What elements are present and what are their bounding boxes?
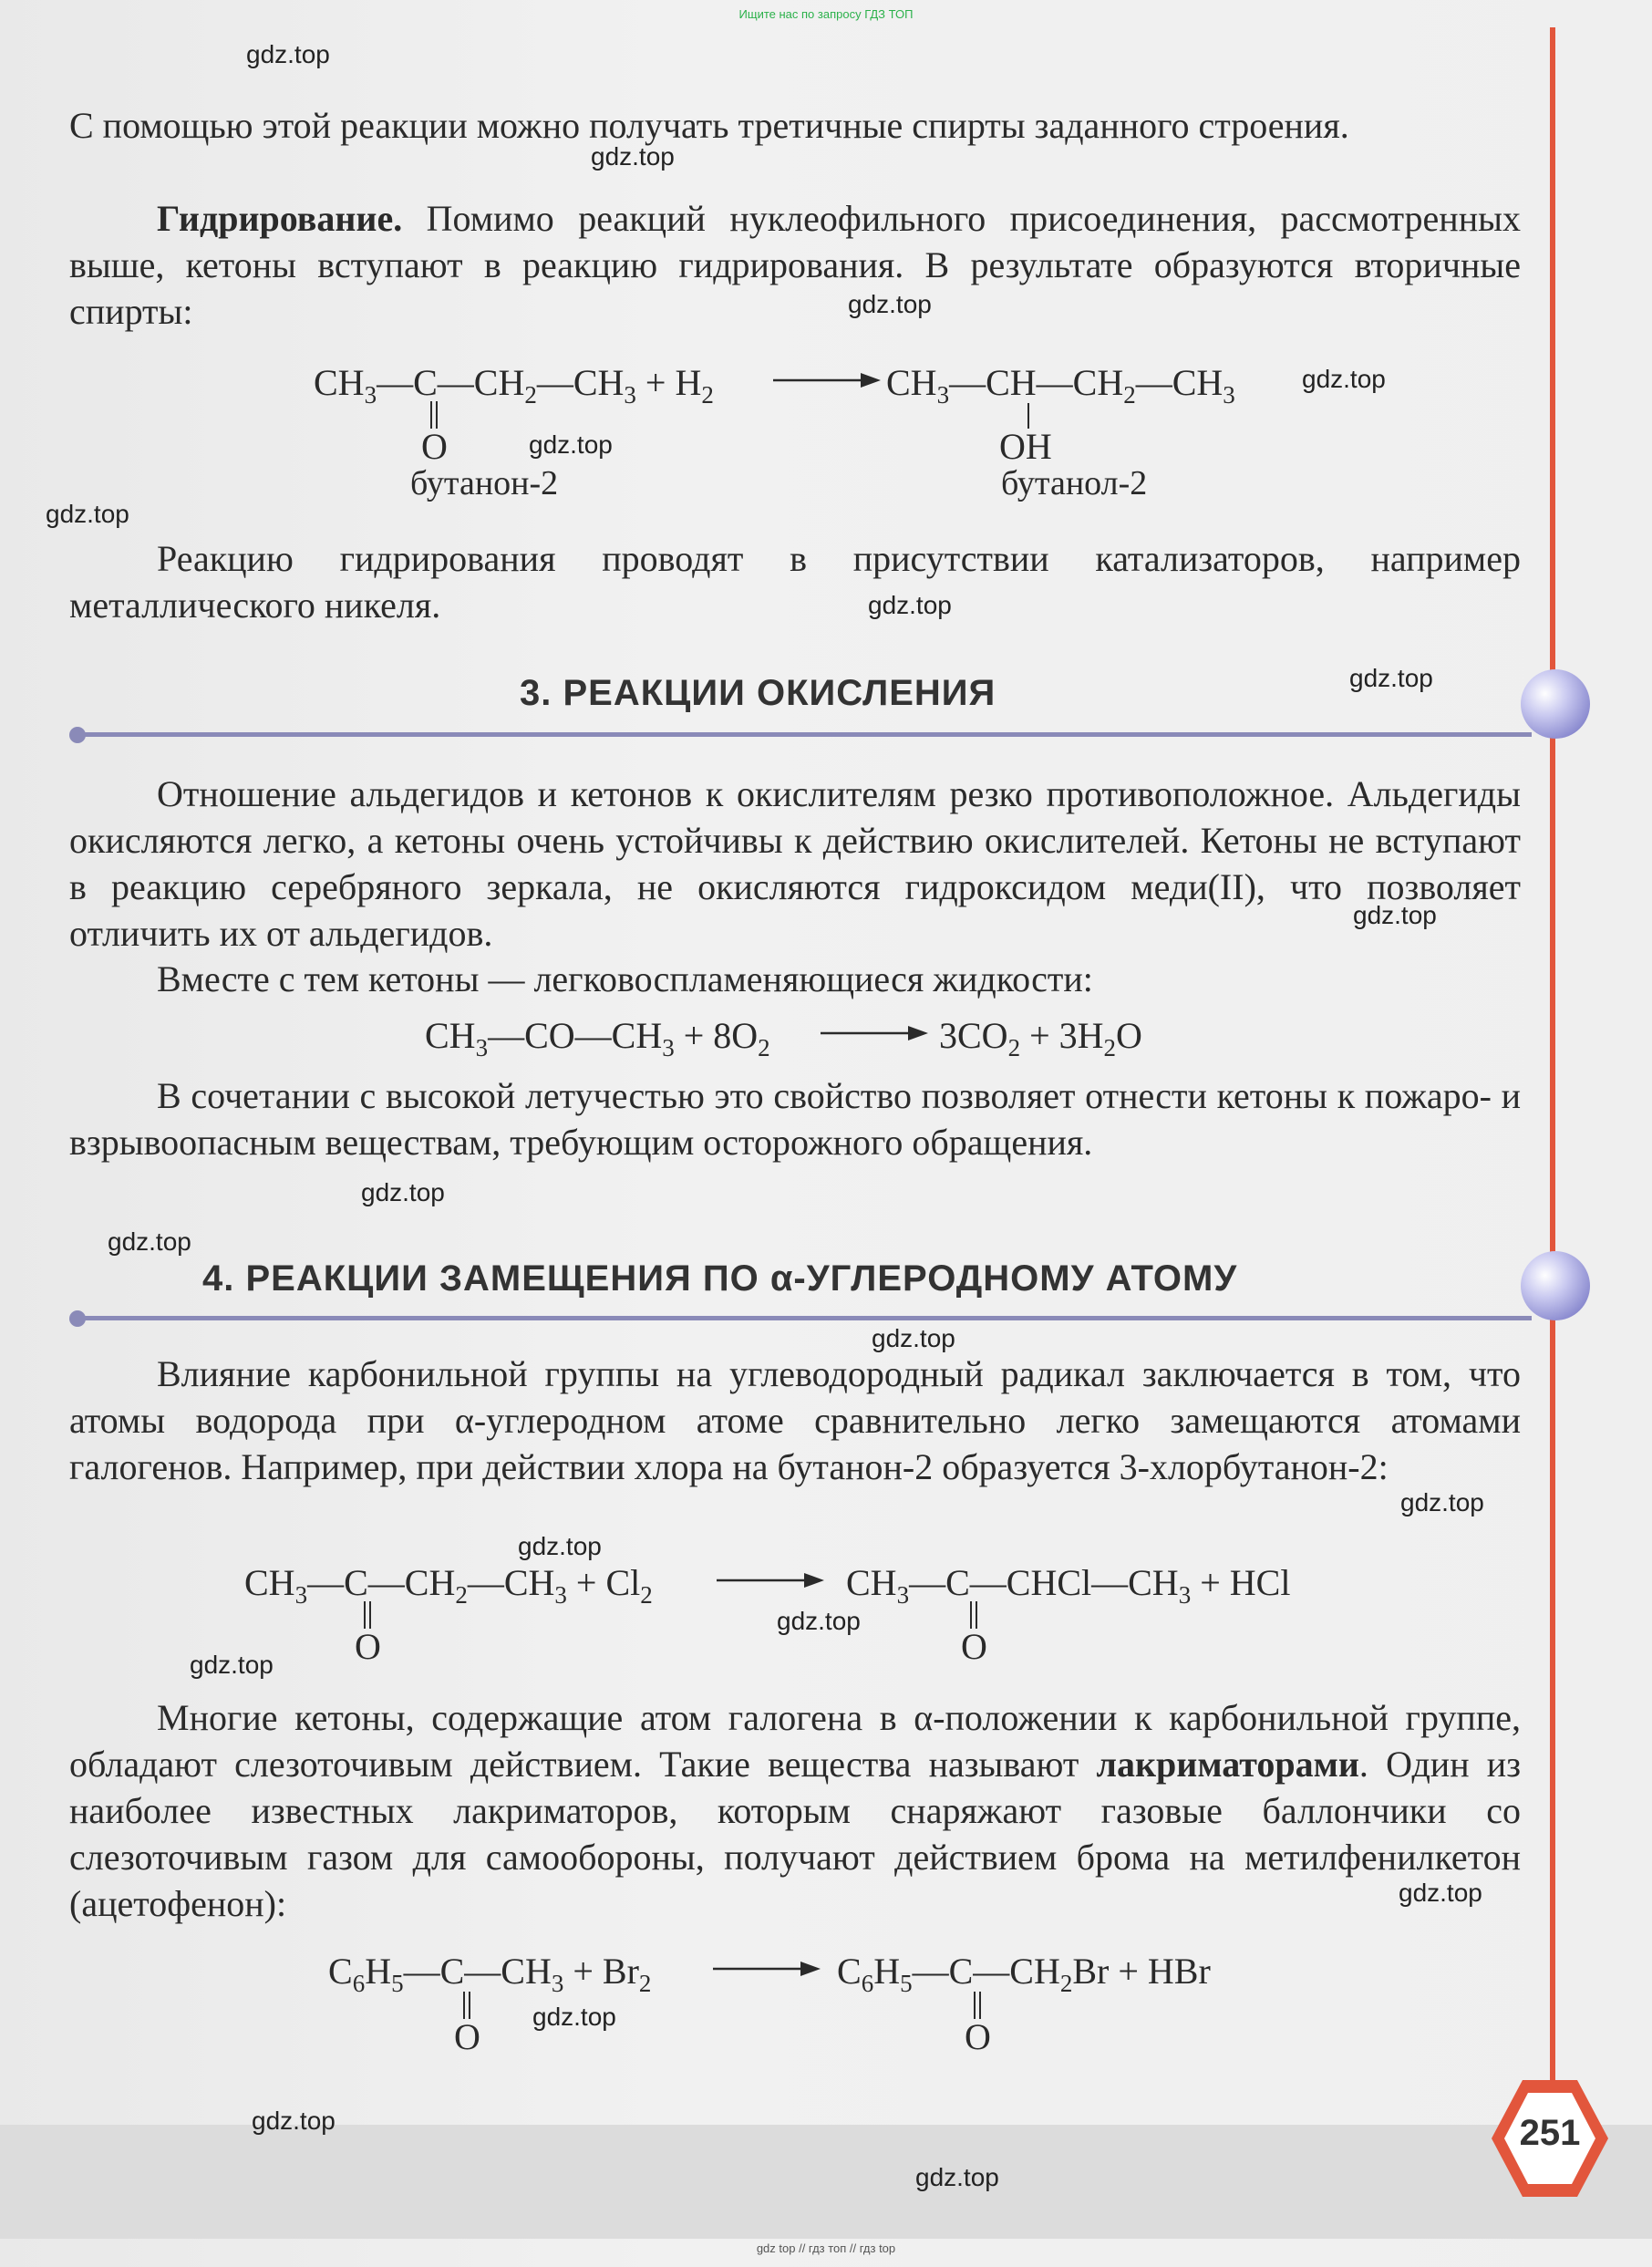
equation-hydrogenation-left: $CH_3—C—CH_2—CH_3 + H_2$ [314, 362, 714, 409]
watermark: gdz.top [1400, 1488, 1484, 1517]
heading-underline-4 [73, 1316, 1532, 1320]
watermark: gdz.top [1302, 365, 1386, 393]
watermark: gdz.top [252, 2107, 336, 2135]
eq4-oxygen-left: O [454, 2016, 480, 2057]
eq1-oxygen: O [421, 426, 448, 467]
paragraph-2 [69, 195, 1521, 335]
paragraph-4: Отношение альдегидов и кетонов к окислителям резко противоположное. Альдегиды окисляются легко, а кетоны очень устойчивы к действию окислителей. Кетоны не вступают в реакцию серебряного зеркала, не окисляются гидроксидом меди(II), что позволяет отличить их от альдегидов. [69, 773, 1521, 954]
watermark: gdz.top [868, 591, 952, 619]
watermark: gdz.top [532, 2003, 616, 2031]
section-heading-substitution: 4. РЕАКЦИИ ЗАМЕЩЕНИЯ ПО α-УГЛЕРОДНОМУ АТОМУ [202, 1258, 1238, 1299]
paragraph-3: Реакцию гидрирования проводят в присутствии катализаторов, например металлического никеля. [69, 538, 1521, 626]
reaction-arrow-2 [821, 1020, 930, 1047]
eq3-oxygen-right: O [961, 1626, 987, 1667]
reaction-arrow-1 [773, 367, 883, 394]
equation-combustion-right: $3CO_2 + 3H_2O$ [939, 1015, 1142, 1061]
watermark: gdz.top [361, 1178, 445, 1206]
watermark: gdz.top [1349, 664, 1433, 692]
term-lachrymators: лакриматорами [1096, 1744, 1359, 1785]
watermark: gdz.top [848, 290, 932, 318]
paragraph-8: Многие кетоны, содержащие атом галогена в α-положении к карбонильной группе, обладают слезоточивым действием. Такие вещества называют лакриматорами. Один из наиболее известных лакриматоров, которым снаряжают газовые баллончики со слезоточивым газом для самообороны, получают действием брома на метилфенилкетон (ацетофенон): [69, 1697, 1521, 1924]
watermark: gdz.top [872, 1324, 955, 1352]
watermark: gdz.top [108, 1227, 191, 1256]
bottom-site-links[interactable]: gdz top // гдз топ // гдз top [756, 2241, 896, 2255]
eq4-oxygen-right: O [965, 2016, 991, 2057]
decorative-ball-4 [1521, 1251, 1590, 1320]
paragraph-5: Вместе с тем кетоны — легковоспламеняющиеся жидкости: [157, 958, 1093, 999]
reaction-arrow-3 [717, 1567, 826, 1594]
paragraph-1: С помощью этой реакции можно получать третичные спирты заданного строения. [69, 105, 1349, 146]
equation-bromination-left: $C_6H_5—C—CH_3 + Br_2$ [328, 1951, 652, 1997]
paragraph-7: Влияние карбонильной группы на углеводородный радикал заключается в том, что атомы водорода при α-углеродном атоме сравнительно легко замещаются атомами галогенов. Например, при действии хлора на бутанон-2 образуется 3-хлорбутанон-2: [69, 1353, 1521, 1487]
equation-bromination-right: $C_6H_5—C—CH_2Br$ + HBr [837, 1951, 1211, 1997]
watermark: gdz.top [46, 500, 129, 528]
watermark: gdz.top [1353, 901, 1437, 929]
caption-butanol: бутанол-2 [1001, 464, 1148, 502]
watermark: gdz.top [246, 40, 330, 68]
watermark: gdz.top [529, 430, 613, 459]
paragraph-6: В сочетании с высокой летучестью это свойство позволяет отнести кетоны к пожаро- и взрывоопасным веществам, требующим осторожного обращения. [69, 1075, 1521, 1163]
page-number: 251 [1519, 2113, 1581, 2153]
eq1-hydroxyl: OH [999, 426, 1052, 467]
paragraph-2-text: Помимо реакций нуклеофильного присоединения, рассмотренных выше, кетоны вступают в реакцию гидрирования. В результате образуются вторичные спирты: [69, 198, 1521, 332]
watermark: gdz.top [777, 1607, 861, 1635]
decorative-ball-3 [1521, 669, 1590, 739]
equation-chlorination-right: $CH_3—C—CHCl—CH_3$ + HCl [846, 1562, 1291, 1609]
equation-hydrogenation-right: $CH_3—CH—CH_2—CH_3$ [886, 362, 1235, 409]
equation-combustion-left: $CH_3—CO—CH_3 + 8O_2$ [425, 1015, 770, 1061]
watermark: gdz.top [915, 2163, 999, 2191]
watermark: gdz.top [518, 1532, 602, 1560]
equation-chlorination-left: $CH_3—C—CH_2—CH_3 + Cl_2$ [244, 1562, 653, 1609]
watermark: gdz.top [190, 1651, 274, 1679]
caption-butanone: бутанон-2 [410, 464, 559, 502]
watermark: gdz.top [1399, 1879, 1482, 1907]
eq3-oxygen-left: O [355, 1626, 381, 1667]
term-hydrogenation: Гидрирование. [157, 198, 403, 239]
top-search-link[interactable]: Ищите нас по запросу ГДЗ ТОП [738, 7, 914, 21]
reaction-arrow-4 [713, 1955, 822, 1982]
footer-band [0, 2125, 1652, 2239]
heading-underline-3 [73, 732, 1532, 737]
watermark: gdz.top [591, 142, 675, 171]
page-number-badge [1486, 2075, 1614, 2202]
right-margin-rule [1550, 27, 1555, 2116]
section-heading-oxidation: 3. РЕАКЦИИ ОКИСЛЕНИЯ [520, 673, 996, 713]
